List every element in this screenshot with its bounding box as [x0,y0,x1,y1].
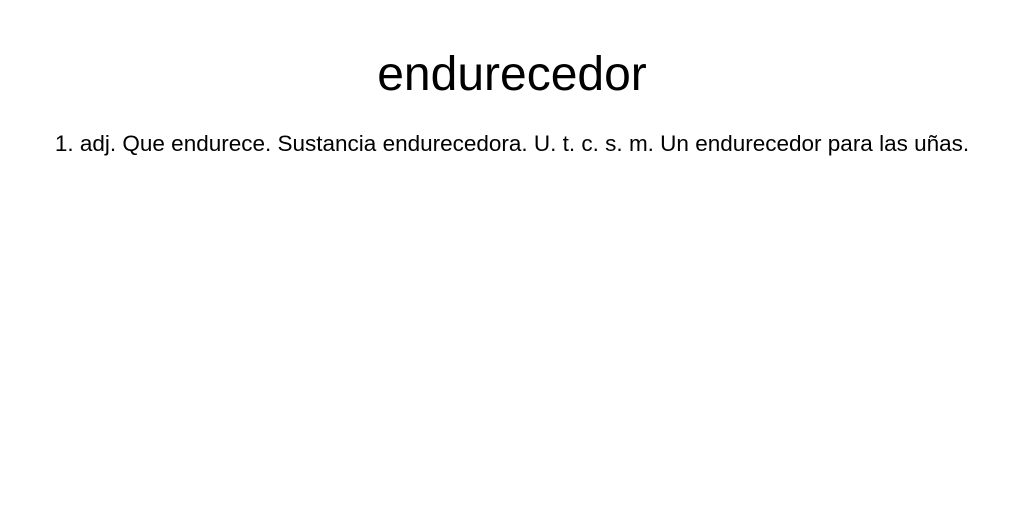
entry-definition: 1. adj. Que endurece. Sustancia endurecedora. U. t. c. s. m. Un endurecedor para las uñas. [54,131,970,156]
entry-headword: endurecedor [377,48,647,101]
